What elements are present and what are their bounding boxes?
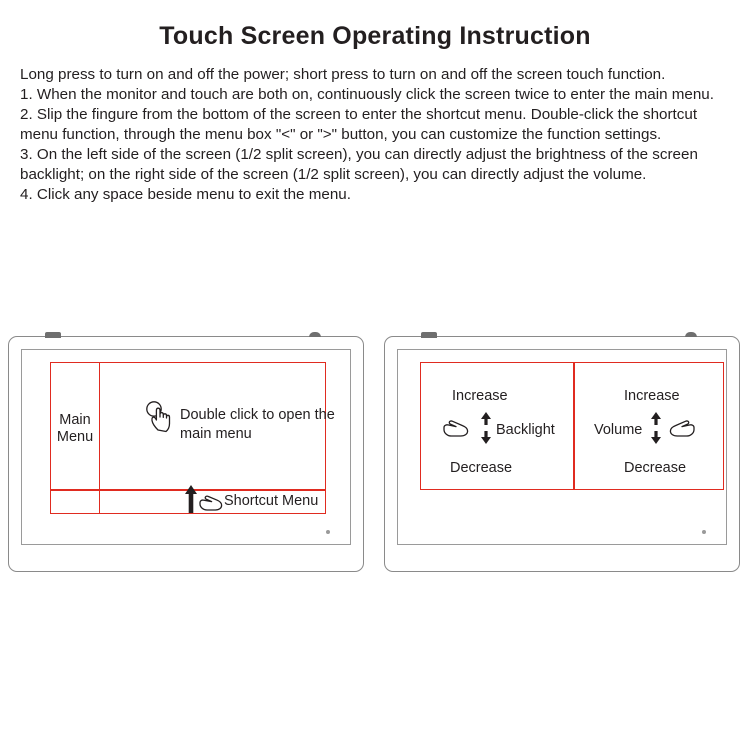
instruction-line: 3. On the left side of the screen (1/2 split screen), you can directly adjust the brightness of the screen [20, 146, 698, 163]
device-illustration-split-controls [384, 336, 740, 572]
volume-decrease-label: Decrease [624, 460, 687, 476]
indicator-dot [326, 530, 330, 534]
volume-increase-label: Increase [624, 388, 680, 404]
instruction-line: Long press to turn on and off the power; short press to turn on and off the screen touch function. [20, 66, 666, 83]
device-camera-nub [421, 332, 437, 338]
instruction-line: 4. Click any space beside menu to exit the menu. [20, 186, 351, 203]
instruction-line: 2. Slip the fingure from the bottom of the screen to enter the shortcut menu. Double-click the shortcut [20, 106, 698, 123]
shortcut-menu-label: Shortcut Menu [224, 493, 319, 509]
double-click-hand-icon [144, 400, 176, 434]
device-sensor-nub [685, 332, 697, 337]
instruction-list [0, 65, 750, 205]
double-click-label: Double click to open the main menu [180, 407, 335, 442]
instruction-line: 1. When the monitor and touch are both on, continuously click the screen twice to enter the main menu. [20, 86, 714, 103]
backlight-hand-icon [442, 414, 474, 440]
device-screen [397, 349, 727, 545]
backlight-label: Backlight [496, 422, 555, 438]
page-title: Touch Screen Operating Instruction [159, 22, 591, 50]
device-camera-nub [45, 332, 61, 338]
backlight-decrease-label: Decrease [450, 460, 513, 476]
device-screen [21, 349, 351, 545]
swipe-up-hand-icon [198, 486, 224, 512]
instruction-line: menu function, through the menu box "<" or ">" button, you can customize the function settings. [20, 126, 662, 143]
device-sensor-nub [309, 332, 321, 337]
indicator-dot [702, 530, 706, 534]
up-down-arrow-icon [480, 412, 492, 444]
up-arrow-icon [184, 485, 198, 513]
instruction-line: backlight; on the right side of the screen (1/2 split screen), you can directly adjust the volume. [20, 166, 647, 183]
up-down-arrow-icon [650, 412, 662, 444]
main-menu-label: Main Menu [56, 412, 94, 445]
device-illustration-main-menu [8, 336, 364, 572]
volume-label: Volume [594, 422, 643, 438]
device-diagrams [0, 336, 750, 586]
volume-hand-icon [664, 414, 696, 440]
backlight-increase-label: Increase [452, 388, 508, 404]
